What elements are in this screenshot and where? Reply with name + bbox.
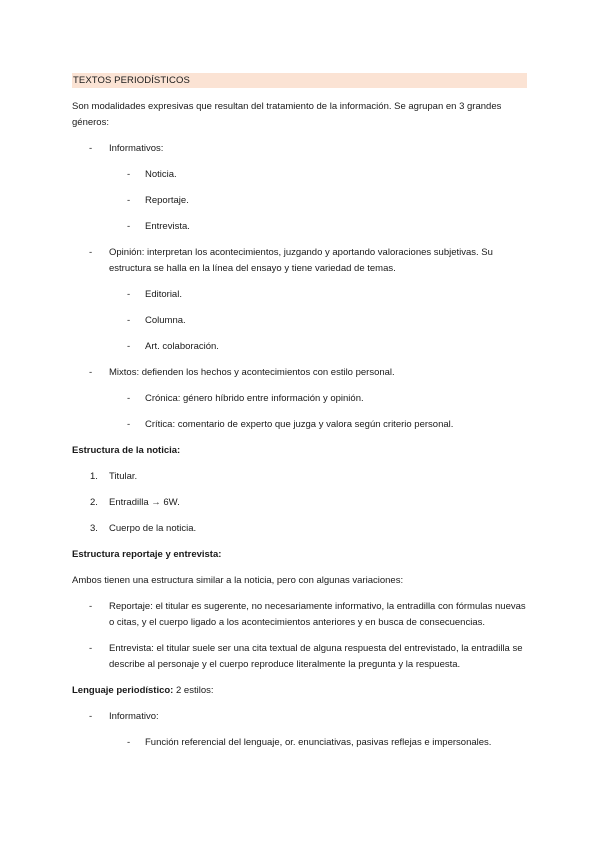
numbered-item-text: Cuerpo de la noticia. [109,523,197,534]
list-item-text: Noticia. [145,169,177,180]
numbered-item [72,495,527,511]
list-item [72,313,527,329]
list-item [72,391,527,407]
style-informativo [72,709,527,725]
list-item [72,641,527,673]
list-item-text: Entrevista: el titular suele ser una cita textual de alguna respuesta del entrevistado, la entradilla se describe al personaje y el cuerpo reproduce literalmente la pregunta y la respuesta. [109,643,523,670]
item-number: 1. [90,471,98,482]
list-item [72,339,527,355]
list-item-text: Editorial. [145,289,182,300]
document-page [72,73,527,761]
list-dash: - [127,195,131,206]
list-item [72,193,527,209]
list-dash: - [127,221,131,232]
list-item-text: Entrevista. [145,221,190,232]
list-dash: - [89,601,93,612]
list-item-text: Art. colaboración. [145,341,219,352]
list-item-text: Reportaje: el titular es sugerente, no necesariamente informativo, la entradilla con fórmulas nuevas o citas, y el cuerpo ligado a los acontecimientos anteriores y en busca de consecuencias. [109,601,526,628]
heading-rest: 2 estilos: [173,685,214,696]
list-dash: - [127,737,131,748]
list-item-text: Columna. [145,315,186,326]
genre-mixtos [72,365,527,381]
list-dash: - [89,367,93,378]
intro-paragraph: Son modalidades expresivas que resultan del tratamiento de la información. Se agrupan en 3 grandes géneros: [72,101,502,128]
genre-informativos [72,141,527,157]
list-item-text: Función referencial del lenguaje, or. enunciativas, pasivas reflejas e impersonales. [145,737,492,748]
genre-label: Informativos: [109,143,164,154]
list-item [72,599,527,631]
list-item [72,287,527,303]
list-dash: - [89,643,93,654]
item-number: 2. [90,497,98,508]
list-item [72,219,527,235]
style-label: Informativo: [109,711,159,722]
numbered-item-text: Titular. [109,471,138,482]
numbered-item [72,521,527,537]
list-dash: - [89,143,93,154]
list-item-text: Crítica: comentario de experto que juzga y valora según criterio personal. [145,419,454,430]
list-dash: - [127,419,131,430]
list-dash: - [127,393,131,404]
list-dash: - [127,169,131,180]
numbered-item-text: Entradilla → 6W. [109,497,180,508]
list-dash: - [127,289,131,300]
list-item-text: Reportaje. [145,195,189,206]
reportaje-intro: Ambos tienen una estructura similar a la noticia, pero con algunas variaciones: [72,575,404,586]
genre-label: Mixtos: defienden los hechos y acontecimientos con estilo personal. [109,367,395,378]
item-number: 3. [90,523,98,534]
section-heading-lenguaje [72,683,527,699]
list-dash: - [127,341,131,352]
list-item [72,735,527,751]
list-dash: - [89,711,93,722]
section-heading-noticia: Estructura de la noticia: [72,445,181,456]
list-dash: - [89,247,93,258]
numbered-item [72,469,527,485]
section-heading-reportaje: Estructura reportaje y entrevista: [72,549,222,560]
list-item-text: Crónica: género híbrido entre información y opinión. [145,393,364,404]
list-item [72,417,527,433]
list-item [72,167,527,183]
genre-opinion [72,245,527,277]
list-dash: - [127,315,131,326]
document-title: TEXTOS PERIODÍSTICOS [72,73,527,88]
heading-bold: Lenguaje periodístico: [72,685,174,696]
genre-label: Opinión: interpretan los acontecimientos, juzgando y aportando valoraciones subjetivas. Su estructura se halla en la línea del ensayo y tiene variedad de temas. [109,247,493,274]
